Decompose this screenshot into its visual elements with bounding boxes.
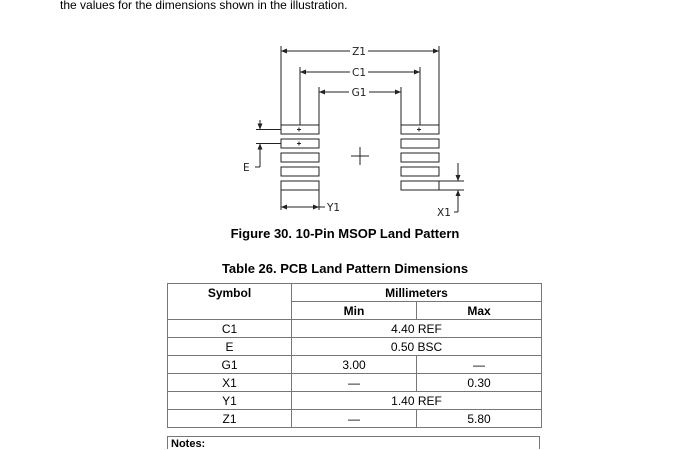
cell-symbol: Y1 [168,392,292,410]
pad-right-3 [401,153,439,162]
figure-caption: Figure 30. 10-Pin MSOP Land Pattern [230,226,460,241]
header-symbol: Symbol [168,284,292,320]
header-millimeters: Millimeters [292,284,542,302]
table-row [168,410,542,428]
label-x1: X1 [437,207,451,219]
cell-max: 0.30 [417,374,542,392]
center-crosshair [351,147,369,165]
notes-label: Notes: [171,438,206,450]
left-pads [281,125,319,190]
notes-box [167,436,540,449]
cell-max: 5.80 [417,410,542,428]
cell-symbol: E [168,338,292,356]
cell-symbol: Z1 [168,410,292,428]
pad-right-5 [401,181,439,190]
cell-max: — [417,356,542,374]
cell-min: — [292,410,417,428]
intro-text: the values for the dimensions shown in the illustration. [60,0,348,12]
pad-left-4 [281,167,319,176]
cell-value: 0.50 BSC [292,338,542,356]
land-pattern-svg [230,36,480,226]
header-max: Max [417,302,542,320]
label-y1: Y1 [327,202,341,214]
table-row [168,392,542,410]
cell-value: 4.40 REF [292,320,542,338]
pad-left-5 [281,181,319,190]
table-header-row [168,284,542,302]
label-e: E [243,162,250,174]
table-title: Table 26. PCB Land Pattern Dimensions [221,261,469,276]
table-row [168,338,542,356]
pad-right-2 [401,139,439,148]
cell-symbol: G1 [168,356,292,374]
label-z1: Z1 [352,46,366,58]
right-pads [401,125,439,190]
cell-symbol: X1 [168,374,292,392]
cell-min: — [292,374,417,392]
table-row [168,356,542,374]
label-g1: G1 [351,87,367,99]
land-pattern-diagram [230,36,480,226]
table-row [168,320,542,338]
header-min: Min [292,302,417,320]
pad-left-3 [281,153,319,162]
cell-symbol: C1 [168,320,292,338]
table-row [168,374,542,392]
cell-value: 1.40 REF [292,392,542,410]
pad-right-4 [401,167,439,176]
land-pattern-table [167,283,542,428]
cell-min: 3.00 [292,356,417,374]
label-c1: C1 [351,67,367,79]
